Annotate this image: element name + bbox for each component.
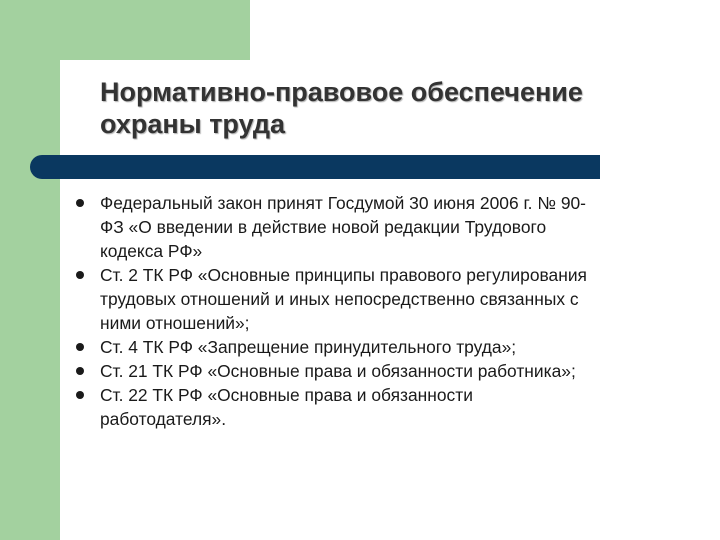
- title-line-1: Нормативно-правовое обеспечение: [100, 77, 583, 107]
- bullet-item: [60, 383, 680, 431]
- bullet-text-line: трудовых отношений и иных непосредственно связанных с: [100, 289, 579, 309]
- green-accent-top: [0, 0, 250, 60]
- bullet-item: [60, 191, 680, 263]
- title-underline-bar: [30, 155, 600, 179]
- bullet-item: [60, 335, 680, 359]
- bullet-text-line: Ст. 22 ТК РФ «Основные права и обязанности: [100, 385, 473, 405]
- bullet-text-line: Ст. 21 ТК РФ «Основные права и обязанности работника»;: [100, 361, 576, 381]
- slide-title: [100, 76, 700, 140]
- bullet-text-line: ФЗ «О введении в действие новой редакции Трудового: [100, 217, 547, 237]
- bullet-text-line: Ст. 4 ТК РФ «Запрещение принудительного труда»;: [100, 337, 517, 357]
- bullet-item: [60, 263, 680, 335]
- bullet-text-line: Ст. 2 ТК РФ «Основные принципы правового регулирования: [100, 265, 587, 285]
- bullet-dot-icon: [76, 343, 84, 351]
- bullet-text-line: работодателя».: [100, 409, 227, 429]
- bullet-dot-icon: [76, 367, 84, 375]
- bullet-list: [60, 191, 680, 431]
- bullet-item: [60, 359, 680, 383]
- bullet-dot-icon: [76, 271, 84, 279]
- bullet-text-line: Федеральный закон принят Госдумой 30 июня 2006 г. № 90-: [100, 193, 586, 213]
- bullet-dot-icon: [76, 391, 84, 399]
- bullet-text-line: ними отношений»;: [100, 313, 250, 333]
- bullet-dot-icon: [76, 199, 84, 207]
- green-accent-left: [0, 0, 60, 540]
- title-line-2: охраны труда: [100, 109, 286, 139]
- bullet-text-line: кодекса РФ»: [100, 241, 203, 261]
